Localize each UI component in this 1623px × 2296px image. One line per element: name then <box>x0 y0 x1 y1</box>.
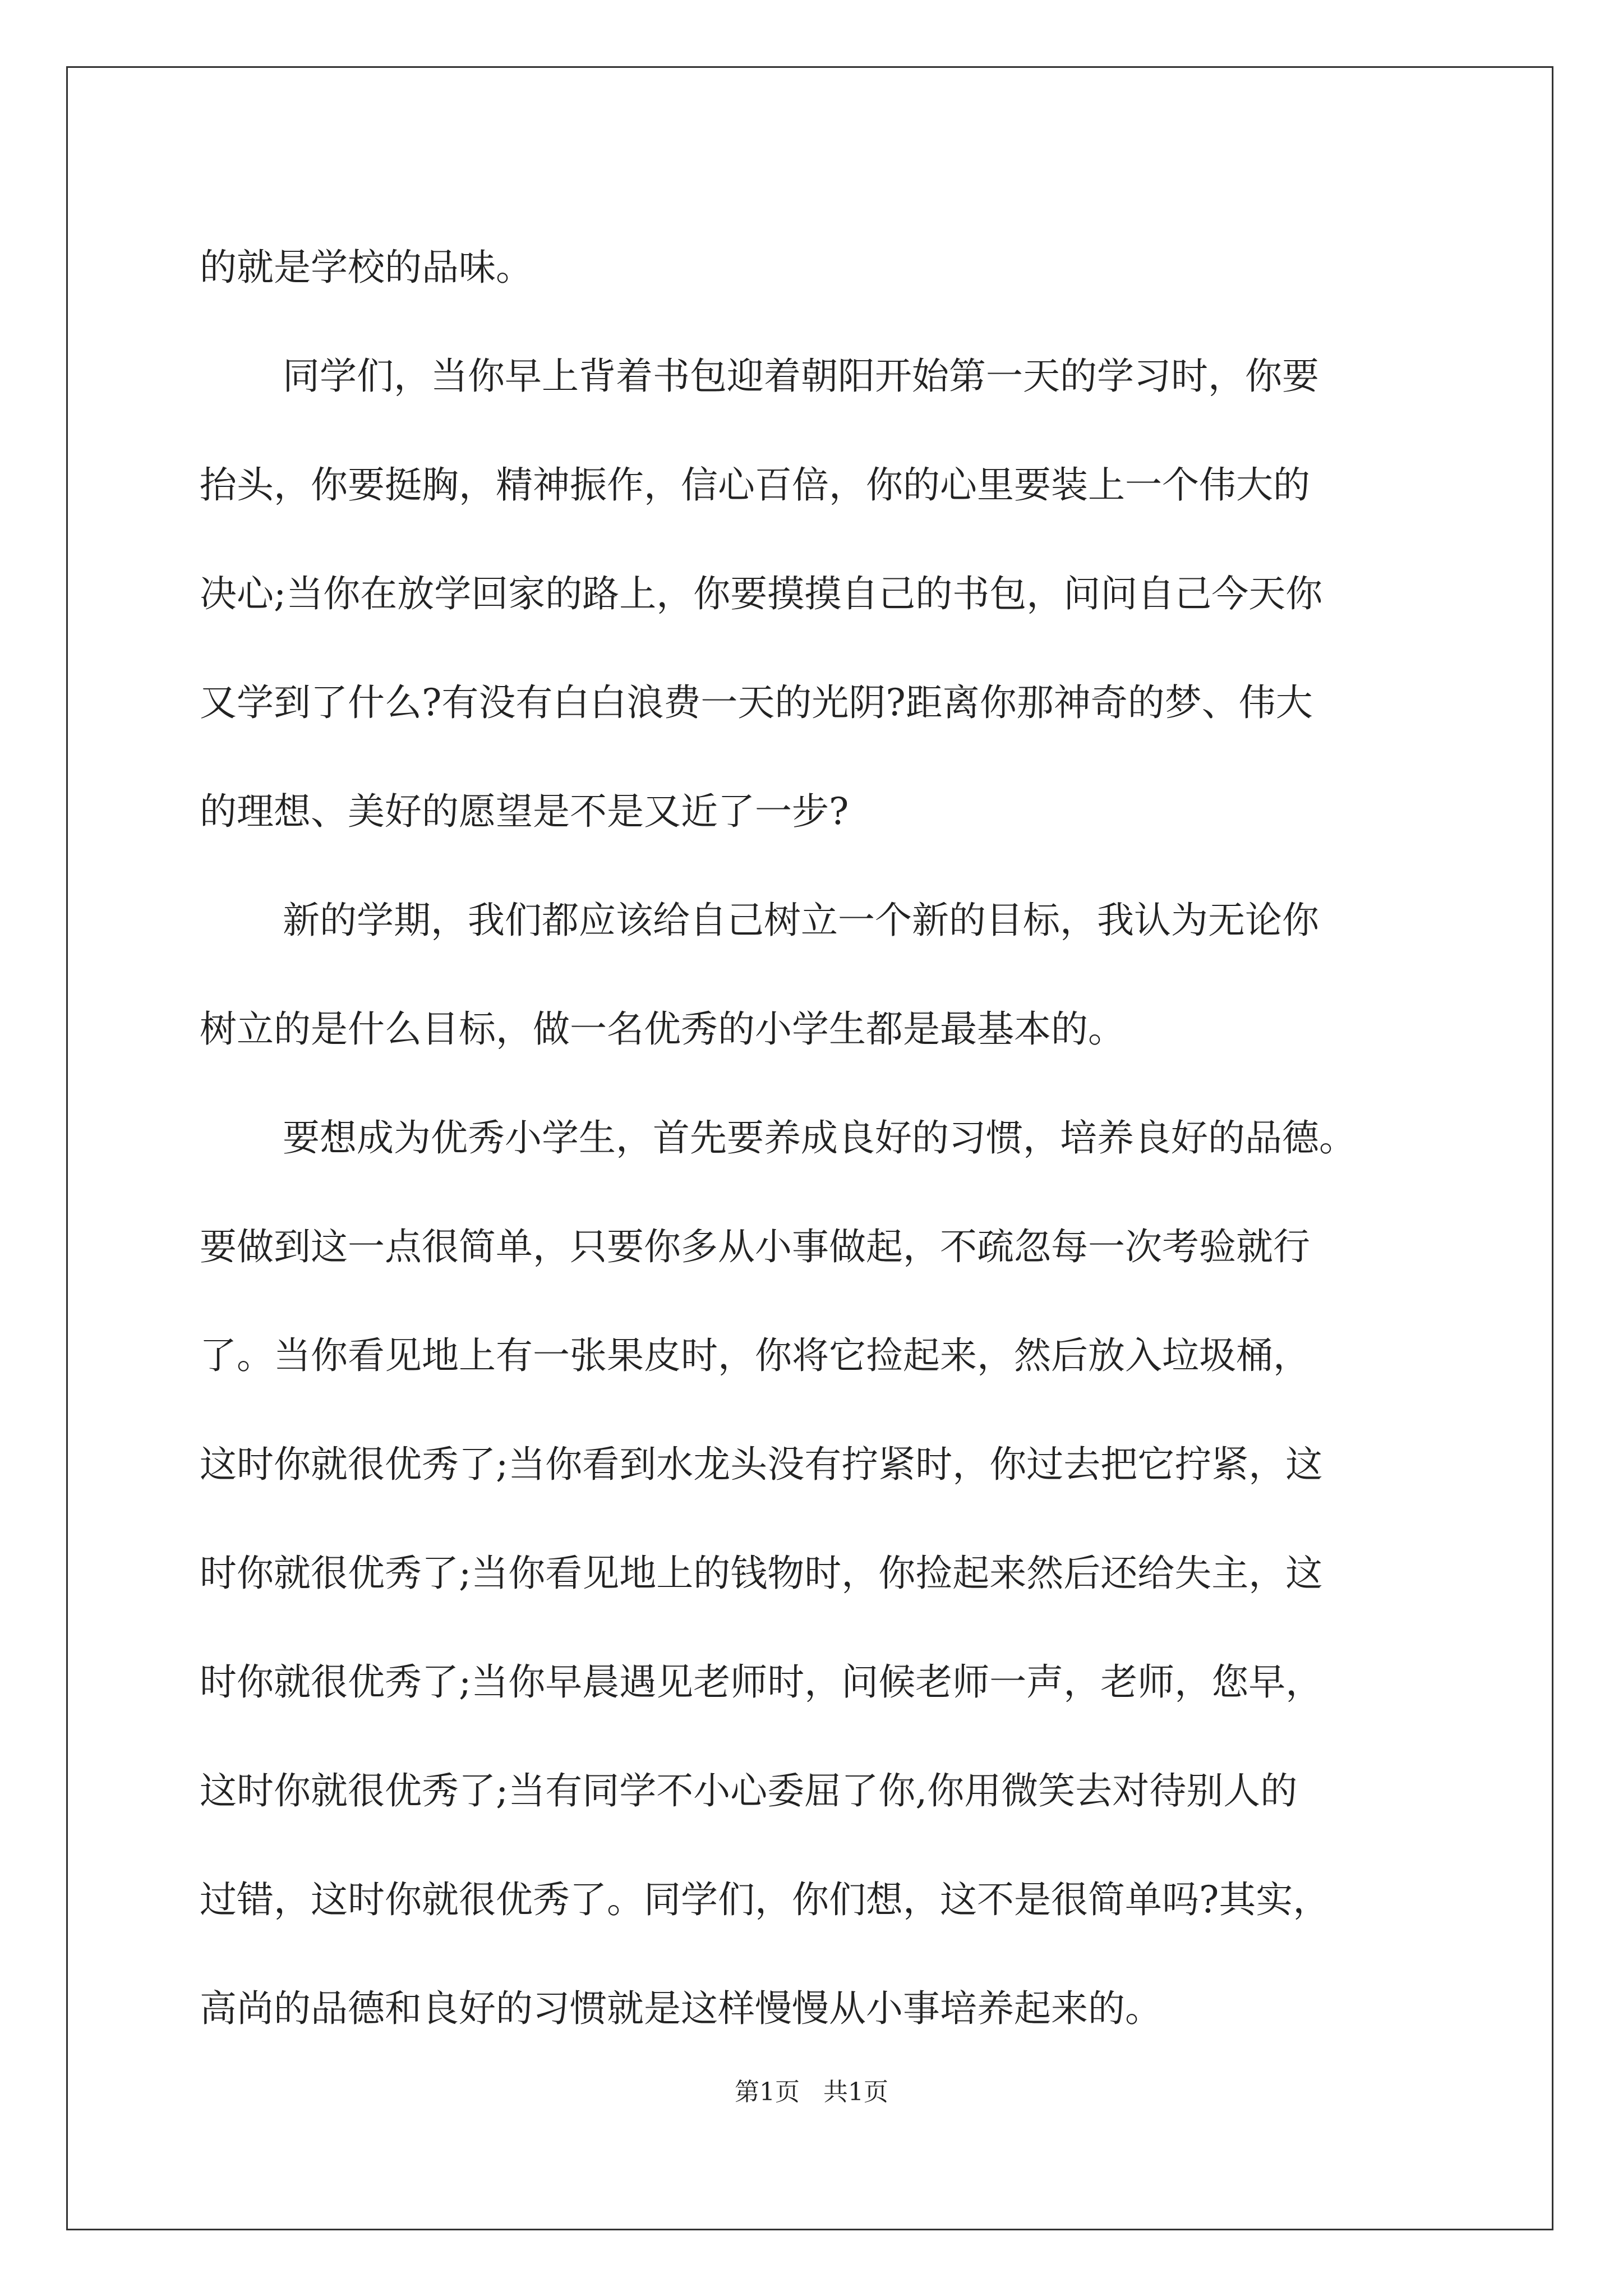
text-line: 这时你就很优秀了;当有同学不小心委屈了你,你用微笑去对待别人的 <box>200 1769 1298 1812</box>
text-line: 抬头，你要挺胸，精神振作，信心百倍，你的心里要装上一个伟大的 <box>200 463 1310 507</box>
text-line: 时你就很优秀了;当你看见地上的钱物时，你捡起来然后还给失主，这 <box>200 1552 1323 1595</box>
text-line: 又学到了什么?有没有白白浪费一天的光阴?距离你那神奇的梦、伟大 <box>200 681 1313 724</box>
text-line: 树立的是什么目标，做一名优秀的小学生都是最基本的。 <box>200 1007 1125 1051</box>
text-line: 高尚的品德和良好的习惯就是这样慢慢从小事培养起来的。 <box>200 1987 1162 2030</box>
text-line: 要做到这一点很简单，只要你多从小事做起，不疏忽每一次考验就行 <box>200 1225 1310 1268</box>
text-line: 这时你就很优秀了;当你看到水龙头没有拧紧时，你过去把它拧紧，这 <box>200 1443 1323 1486</box>
text-line: 决心;当你在放学回家的路上，你要摸摸自己的书包，问问自己今天你 <box>200 572 1323 615</box>
text-line: 过错，这时你就很优秀了。同学们，你们想，这不是很简单吗?其实， <box>200 1878 1330 1921</box>
text-line: 时你就很优秀了;当你早晨遇见老师时，问候老师一声，老师，您早， <box>200 1660 1323 1704</box>
text-line: 新的学期，我们都应该给自己树立一个新的目标，我认为无论你 <box>283 899 1319 942</box>
total-pages: 共1页 <box>823 2078 888 2106</box>
page-number: 第1页 <box>735 2078 800 2106</box>
text-line: 了。当你看见地上有一张果皮时，你将它捡起来，然后放入垃圾桶， <box>200 1334 1310 1377</box>
text-line: 的理想、美好的愿望是不是又近了一步? <box>200 790 849 833</box>
document-body <box>200 213 1433 2063</box>
text-line: 要想成为优秀小学生，首先要养成良好的习惯，培养良好的品德。 <box>283 1116 1356 1159</box>
page-footer <box>0 2076 1623 2109</box>
text-line: 同学们，当你早上背着书包迎着朝阳开始第一天的学习时，你要 <box>283 355 1319 398</box>
text-line: 的就是学校的品味。 <box>200 246 533 289</box>
